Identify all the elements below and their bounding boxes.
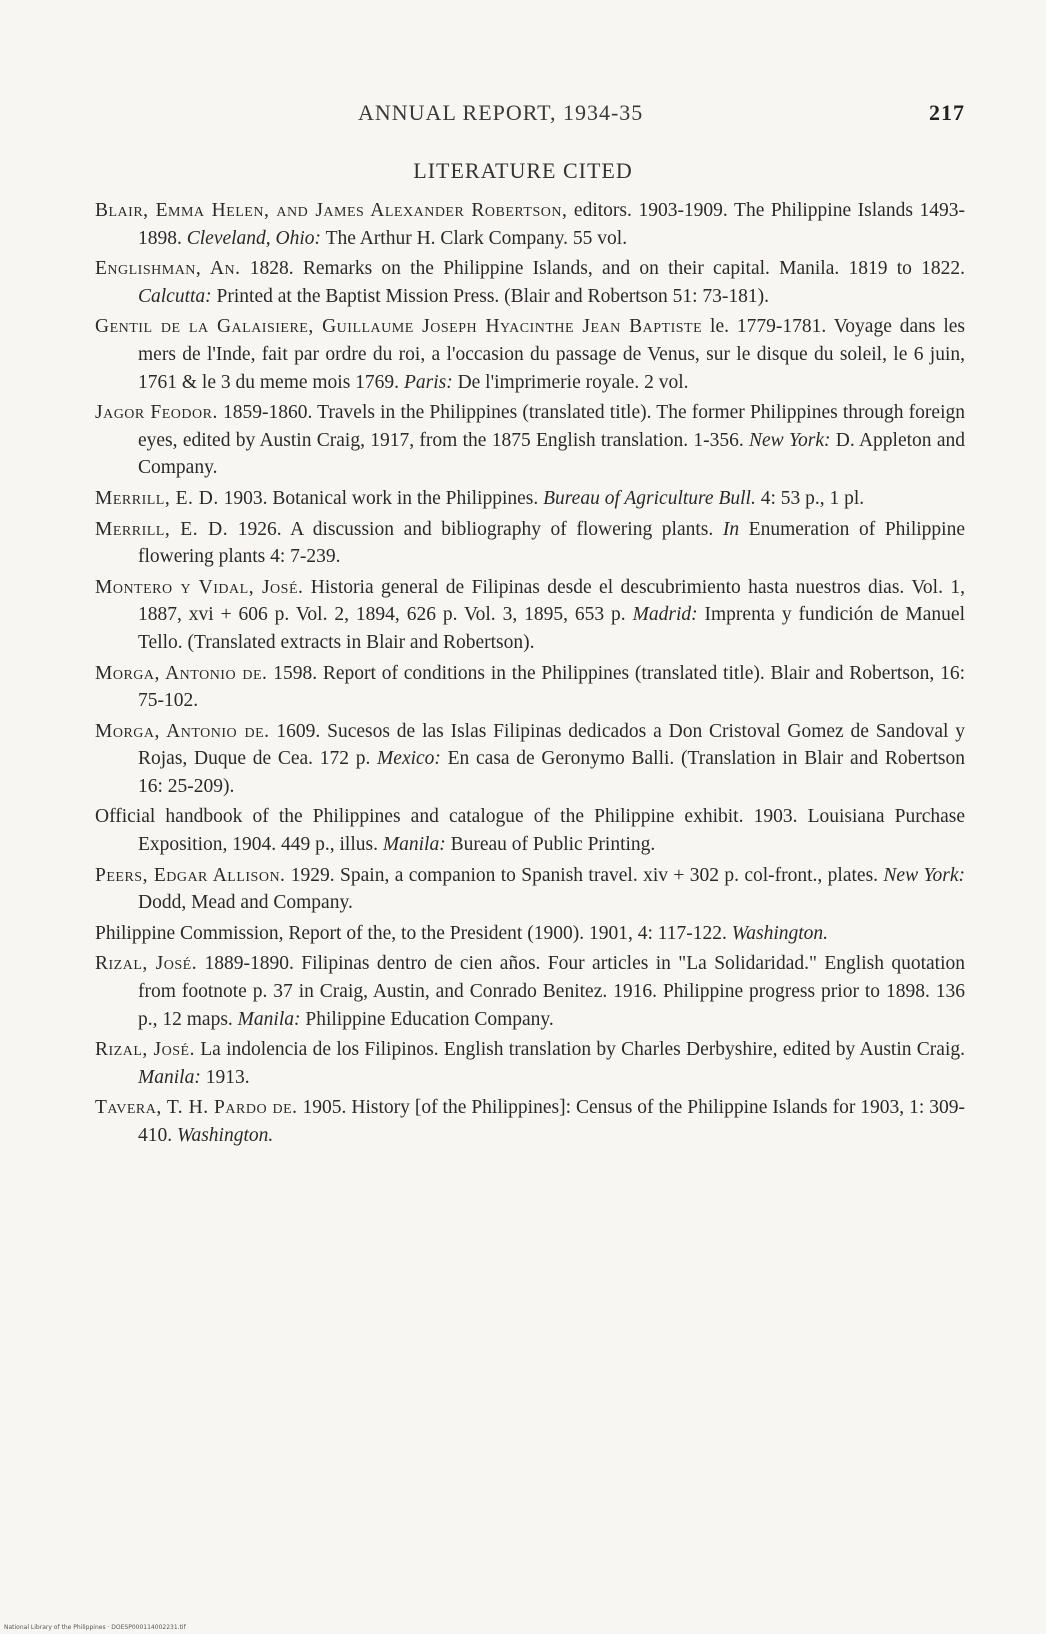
section-title: LITERATURE CITED: [413, 158, 633, 183]
reference-place: New York:: [883, 864, 966, 886]
reference-entry: [95, 803, 965, 858]
reference-place: Manila:: [138, 1066, 201, 1088]
reference-entry: [95, 485, 965, 513]
reference-author: Merrill, E. D.: [95, 487, 219, 509]
reference-text: 1926. A discussion and bibliography of flowering plants.: [228, 518, 723, 540]
reference-entry: [95, 574, 965, 657]
reference-text: 1903. Botanical work in the Philippines.: [218, 487, 544, 509]
reference-rest: Printed at the Baptist Mission Press. (Blair and Robertson 51: 73-181).: [211, 285, 770, 307]
reference-rest: De l'imprimerie royale. 2 vol.: [452, 371, 689, 393]
reference-text: Historia general de Filipinas desde el descubrimiento hasta nuestros dias. Vol. 1, 1887, xvi + 606 p. Vol. 2, 1894, 626 p. Vol. 3, 1895, 653 p.: [138, 576, 965, 626]
reference-text: Official handbook of the Philippines and catalogue of the Philippine exhibit. 1903. Louisiana Purchase Exposition, 1904. 449 p., illus.: [95, 806, 965, 856]
reference-place: New York:: [749, 429, 831, 451]
reference-place: Paris:: [403, 371, 453, 393]
reference-entry: [95, 1094, 965, 1149]
reference-text: editors. 1903-1909. The Philippine Islands 1493-1898.: [138, 200, 965, 249]
reference-entry: [95, 516, 965, 571]
reference-author: Englishman, An.: [95, 258, 241, 280]
reference-rest: Blair and Robertson, 16: 75-102.: [138, 662, 965, 712]
reference-author: Peers, Edgar Allison.: [95, 864, 286, 886]
reference-entry: [95, 313, 965, 396]
page-number: 217: [929, 100, 965, 125]
reference-author: Jagor Feodor.: [95, 402, 218, 424]
reference-place: Manila:: [237, 1008, 301, 1030]
reference-entry: [95, 255, 965, 310]
reference-list: [95, 197, 965, 1153]
reference-text: 1929. Spain, a companion to Spanish travel. xiv + 302 p. col-front., plates.: [285, 864, 884, 886]
reference-author: Montero y Vidal, José.: [95, 576, 304, 598]
reference-rest: Dodd, Mead and Company.: [138, 892, 353, 914]
reference-rest: Imprenta y fundición de Manuel Tello. (Translated extracts in Blair and Robertson).: [138, 604, 966, 653]
reference-author: Merrill, E. D.: [95, 518, 229, 540]
reference-entry: [95, 660, 965, 715]
reference-place: Madrid:: [632, 604, 698, 626]
reference-entry: [95, 950, 965, 1033]
reference-entry: [95, 862, 965, 917]
reference-rest: 4: 53 p., 1 pl.: [755, 487, 865, 509]
page-header: [140, 100, 965, 136]
reference-text: le. 1779-1781. Voyage dans les mers de l'Inde, fait par ordre du roi, a l'occasion du passage de Venus, sur le disque du soleil, le 6 juin, 1761 & le 3 du meme mois 1769.: [138, 316, 966, 393]
reference-place: Calcutta:: [138, 285, 212, 307]
reference-text: 1859-1860. Travels in the Philippines (translated title). The former Philippines through foreign eyes, edited by Austin Craig, 1917, from the 1875 English translation. 1-356.: [138, 402, 965, 451]
reference-author: Gentil de la Galaisiere, Guillaume Joseph Hyacinthe Jean Baptiste: [95, 316, 703, 338]
reference-entry: [95, 197, 965, 252]
footer-text: National Library of the Philippines · DOESP000114002231.tif: [4, 1624, 186, 1631]
reference-place: In: [722, 518, 740, 540]
reference-author: Morga, Antonio de.: [95, 720, 270, 742]
reference-author: Rizal, José.: [95, 953, 198, 975]
reference-author: Tavera, T. H. Pardo de.: [95, 1097, 298, 1119]
reference-rest: Philippine Education Company.: [300, 1008, 554, 1030]
reference-place: Bureau of Agriculture Bull.: [543, 487, 756, 509]
reference-entry: [95, 718, 965, 801]
reference-text: 1609. Sucesos de las Islas Filipinas dedicados a Don Cristoval Gomez de Sandoval y Rojas, Duque de Cea. 172 p.: [138, 720, 965, 770]
reference-text: Philippine Commission, Report of the, to the President (1900). 1901, 4: 117-122.: [95, 922, 732, 944]
running-title: ANNUAL REPORT, 1934-35: [358, 100, 644, 125]
reference-place: Washington.: [731, 922, 829, 944]
reference-rest: Enumeration of Philippine flowering plants 4: 7-239.: [138, 518, 965, 568]
reference-place: Manila:: [382, 834, 446, 856]
reference-place: Mexico:: [377, 748, 441, 770]
reference-author: Blair, Emma Helen, and James Alexander Robertson,: [95, 200, 568, 221]
reference-author: Morga, Antonio de.: [95, 662, 268, 684]
reference-place: Washington.: [177, 1125, 274, 1146]
reference-text: 1598. Report of conditions in the Philippines (translated title).: [267, 662, 771, 684]
reference-rest: The Arthur H. Clark Company. 55 vol.: [321, 227, 628, 249]
reference-rest: 1913.: [200, 1066, 250, 1088]
reference-rest: D. Appleton and Company.: [138, 429, 965, 479]
reference-rest: En casa de Geronymo Balli. (Translation in Blair and Robertson 16: 25-209).: [138, 748, 965, 797]
reference-entry: [95, 1036, 965, 1091]
reference-author: Rizal, José.: [95, 1039, 195, 1061]
reference-rest: Bureau of Public Printing.: [445, 834, 656, 856]
reference-text: 1905. History [of the Philippines]: Census of the Philippine Islands for 1903, 1: 309-410.: [138, 1097, 966, 1146]
reference-place: Cleveland, Ohio:: [186, 227, 322, 249]
reference-text: 1828. Remarks on the Philippine Islands, and on their capital. Manila. 1819 to 1822.: [240, 258, 965, 280]
reference-entry: [95, 399, 965, 482]
reference-text: La indolencia de los Filipinos. English translation by Charles Derbyshire, edited by Austin Craig.: [194, 1039, 965, 1061]
reference-entry: [95, 920, 965, 948]
reference-text: 1889-1890. Filipinas dentro de cien años. Four articles in "La Solidaridad." English quotation from footnote p. 37 in Craig, Austin, and Conrado Benitez. 1916. Philippine progress prior to 1898. 136 p., 12 maps.: [138, 953, 966, 1030]
